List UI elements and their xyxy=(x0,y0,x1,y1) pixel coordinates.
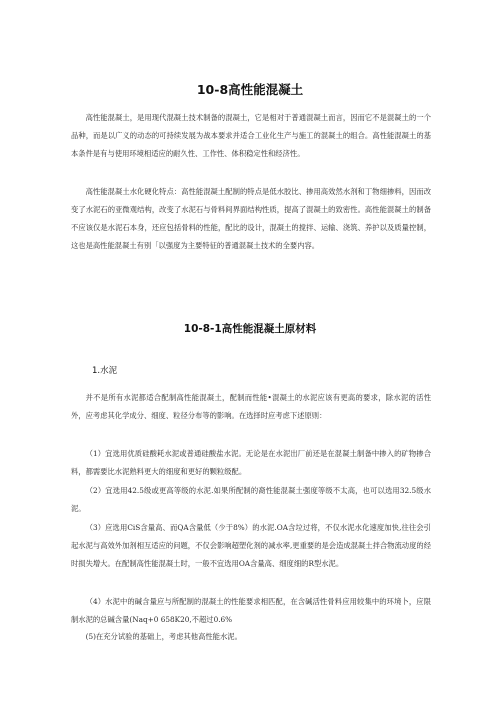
page-title: 10-8高性能混凝土 xyxy=(196,82,304,97)
subsection-title: 1.水泥 xyxy=(92,366,118,376)
list-item-5: (5)在充分试验的基础上，考虑其他高性能水泥。 xyxy=(85,632,242,641)
list-item-4: （4）水泥中的碱含量应与所配制的混凝土的性能要求相匹配，在含碱活性骨料应用较集中的环境卜，应限制水泥的总碱含量(Naq+0 658K20,不超过0.6% xyxy=(71,597,431,625)
intro-paragraph: 高性能混凝土水化硬化特点：高性能混凝土配制的特点是低水胶比、掺用高效然水剂和丁物细掺料，因而改变了水泥石的亚微观结构，改变了水泥石与骨料间界面结构性质，提高了混凝土的致密性。高性能混凝土的制备不应该仅是水泥石本身，还应包括骨料的性能，配比的设计，混凝土的搅拌、运输、浇筑、养护以及质量控制，这也是高性能混凝土有别「以强度为主要特征的普通混凝土技术的全要内容。 xyxy=(71,187,431,251)
section-title: 10-8-1高性能混凝土原材料 xyxy=(183,323,317,335)
list-item-2: （2）宜选用42.5级或更高等级的水泥.如果所配制的裔性能混凝土强度等级不太高，也可以选用32.5级水泥。 xyxy=(71,486,431,514)
list-item-3: （3）应选用CiS含量高、而QA含量低（少于8%）的水泥.OA含垃过将，不仅水泥水化速度加快,往往会引起水泥与高效外加剂相互适应的问题，不仅会影响超塑化剂的减水率,更重要的是会造成混凝土拌合物流动度的经时损失增大。在配制高性能混凝土时，一般不宜选用OA含量高、细度细的R型水泥。 xyxy=(71,523,431,569)
intro-paragraph: 高性能混凝土，是用现代混凝土技术制备的混凝土，它是相对于普通混凝土而言，因而它不是混凝土的一个品种，而是以广义的动态的可持续发展为战本要求并适合工业化生产与施工的混凝土的组合。高性能混凝土的基本条件是有与使用环境相适应的耐久性、工作性、体积稳定性和经济性。 xyxy=(71,113,431,159)
body-paragraph: 并不是所有水泥都适合配制高性能混凝土，配制而性能•混凝土的水泥应该有更高的要求，除水泥的活性外，应考虑其化学成分、细度、粒径分布等的影响。在选择时应考虑下述原则： xyxy=(71,393,431,421)
list-item-1: （1）宜选用优质硅酸耗水泥或普通硅酸盐水泥。无论是在水泥出厂前还是在混凝土制备中掺入的矿物掺合料，都需要比水泥熟料更大的细度和更好的颗粒级配。 xyxy=(71,449,431,477)
